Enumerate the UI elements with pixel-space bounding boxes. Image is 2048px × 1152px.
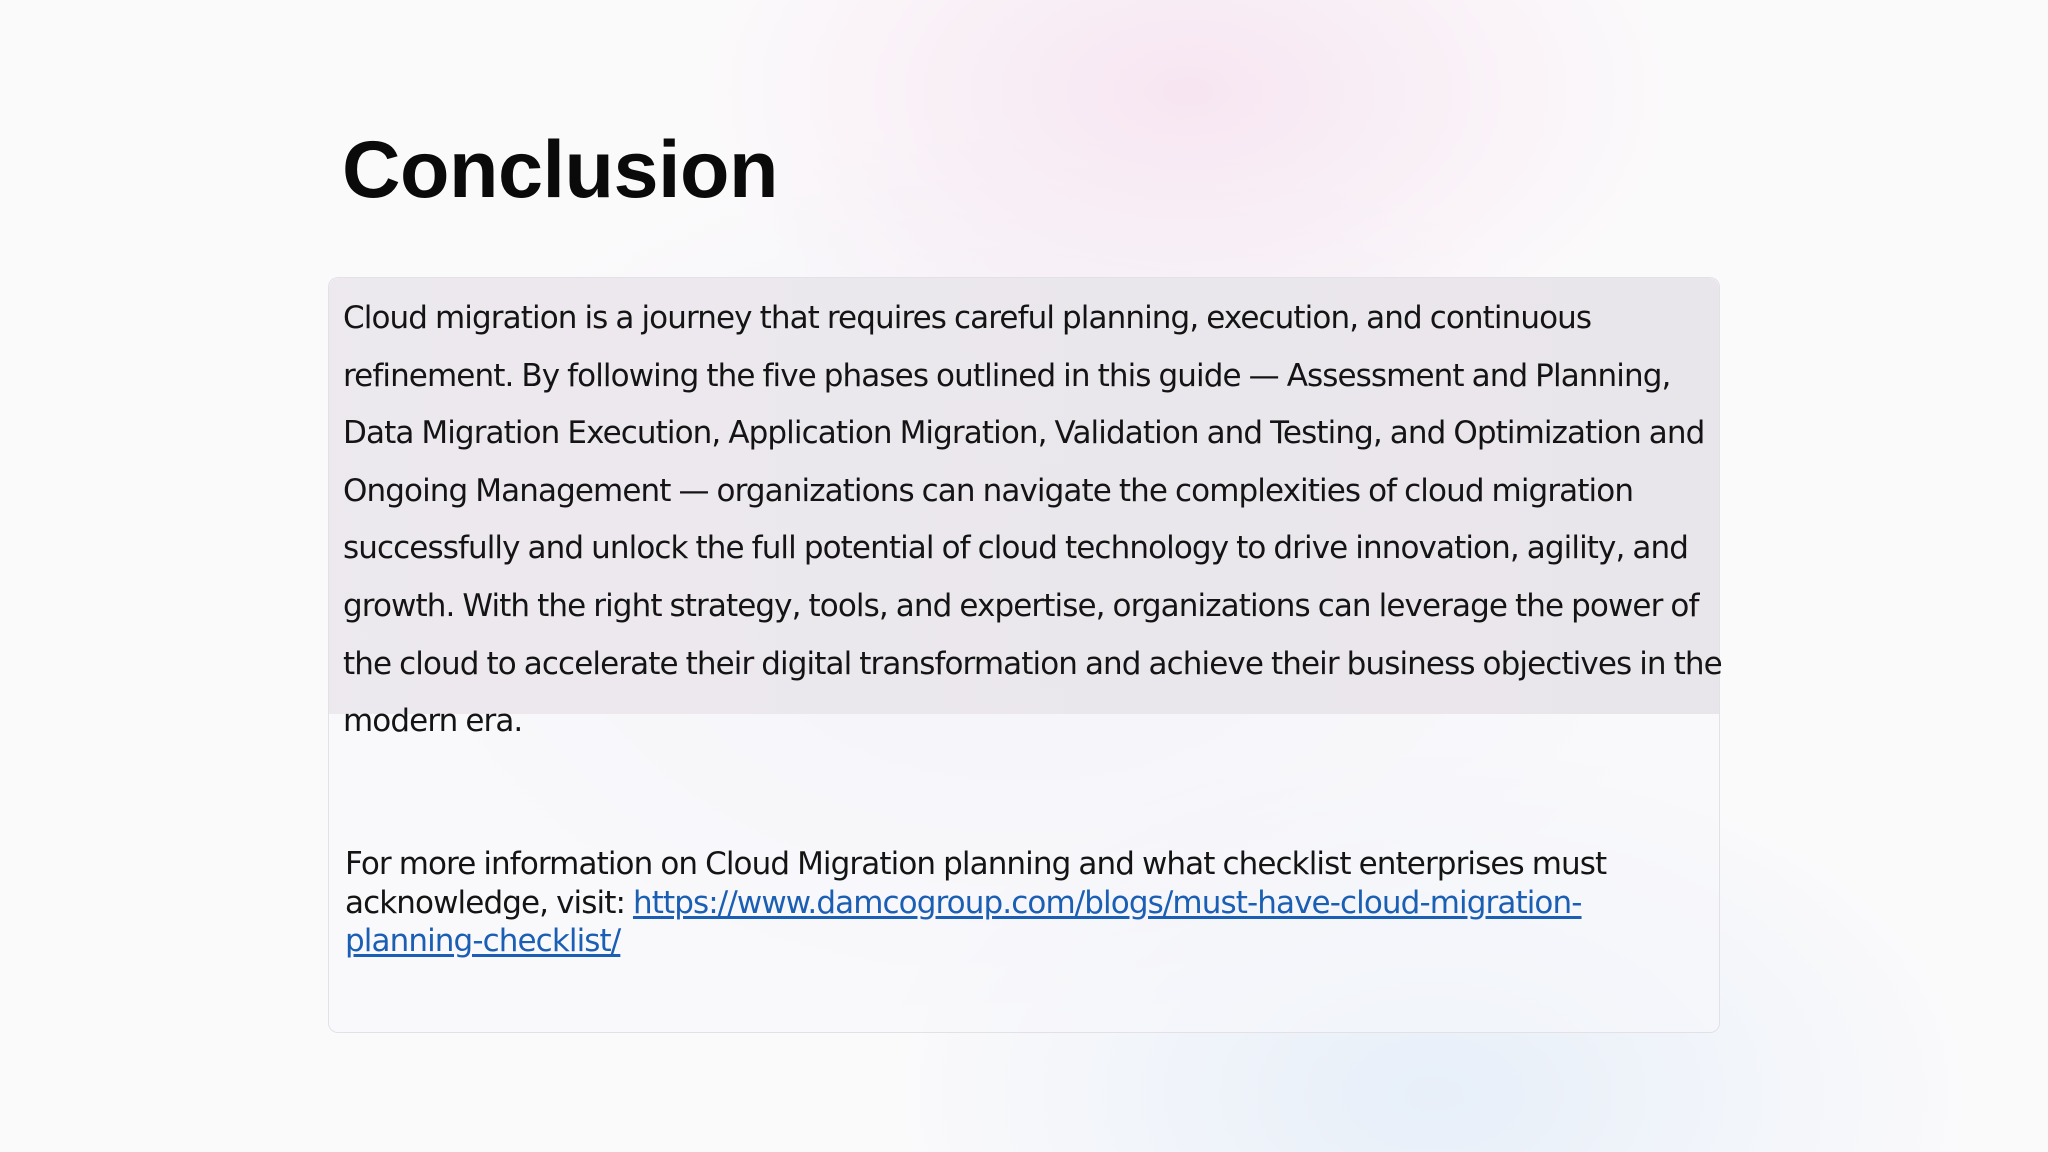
more-info-paragraph xyxy=(345,845,1705,961)
checklist-link[interactable]: https://www.damcogroup.com/blogs/must-have-cloud-migration-planning-checklist/ xyxy=(345,884,1582,959)
conclusion-paragraph: Cloud migration is a journey that requires careful planning, execution, and continuous refinement. By following the five phases outlined in this guide — Assessment and Planning, Data Migration Execution, Application Migration, Validation and Testing, and Optimization and Ongoing Management — organizations can navigate the complexities of cloud migration successfully and unlock the full potential of cloud technology to drive innovation, agility, and growth. With the right strategy, tools, and expertise, organizations can leverage the power of the cloud to accelerate their digital transformation and achieve their business objectives in the modern era. xyxy=(343,300,1722,740)
slide-title: Conclusion xyxy=(342,125,778,215)
more-info-text: For more information on Cloud Migration planning and what checklist enterprises must acknowledge, visit: xyxy=(345,846,1607,921)
content-card xyxy=(328,277,1720,1033)
